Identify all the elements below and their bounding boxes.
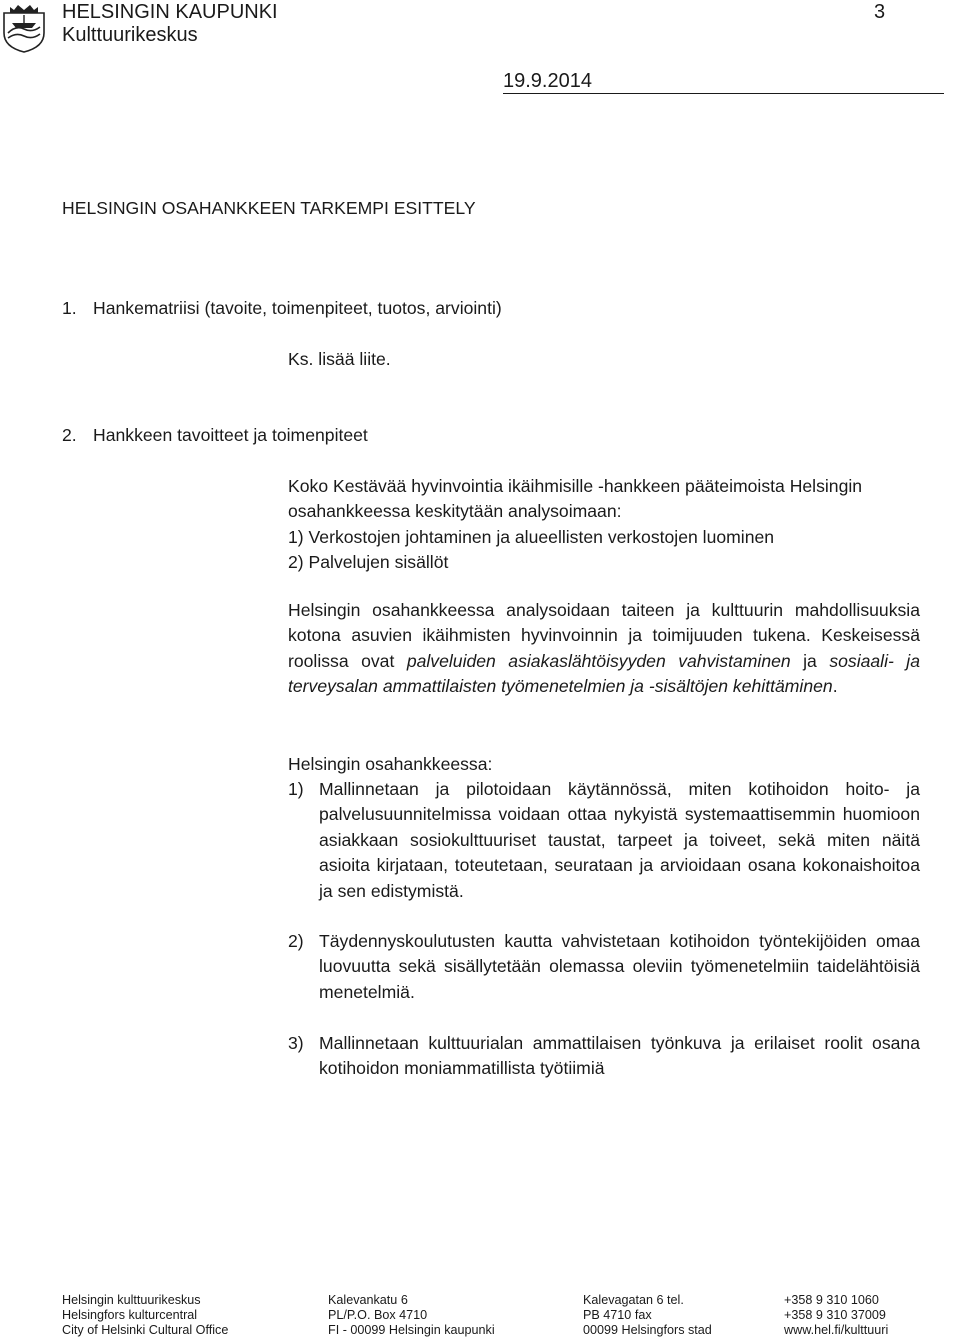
list-item-number: 1): [288, 779, 304, 799]
document-date: 19.9.2014: [503, 70, 592, 92]
section-2-number: 2.: [62, 425, 77, 445]
intro-line: Koko Kestävää hyvinvointia ikäihmisille -hankkeen pääteimoista Helsingin: [288, 476, 863, 496]
footer-address: FI - 00099 Helsingin kaupunki: [328, 1323, 495, 1337]
list-item-text: Täydennyskoulutusten kautta vahvistetaan kotihoidon työntekijöiden omaa luovuutta sekä sisällytetään olemassa oleviin työmenetelmiin taidelähtöisiä menetelmiä.: [319, 931, 920, 1002]
list-item-number: 3): [288, 1033, 304, 1053]
document-title: HELSINGIN OSAHANKKEEN TARKEMPI ESITTELY: [62, 198, 476, 218]
section-1-heading: [62, 296, 502, 321]
page-footer: [62, 1293, 942, 1338]
intro-line: 1) Verkostojen johtaminen ja alueellisten verkostojen luominen: [288, 526, 775, 547]
analysis-emphasis-1: palveluiden asiakaslähtöisyyden vahvistaminen: [406, 650, 791, 671]
intro-paragraph: [288, 474, 920, 576]
footer-website-link[interactable]: www.hel.fi/kulttuuri: [784, 1323, 889, 1337]
analysis-emphasis-2: sosiaali- ja terveysalan ammattilaisten työmenetelmien ja -sisältöjen kehittäminen: [288, 650, 921, 697]
footer-org-name: Helsingfors kulturcentral: [62, 1308, 198, 1322]
footer-org-name: City of Helsinki Cultural Office: [62, 1323, 229, 1337]
helsinki-coat-of-arms-logo: [2, 3, 46, 53]
list-item-text: Mallinnetaan kulttuurialan ammattilaisen työnkuva ja erilaiset roolit osana kotihoidon moniammatillista työtiimiä: [319, 1033, 920, 1079]
section-2-heading: [62, 423, 368, 448]
section-1-title: Hankematriisi (tavoite, toimenpiteet, tuotos, arviointi): [93, 298, 502, 318]
analysis-paragraph: [288, 598, 920, 700]
intro-line: 2) Palvelujen sisällöt: [288, 552, 449, 573]
footer-address-sv: PB 4710 fax: [583, 1308, 652, 1322]
page-number: 3: [874, 1, 886, 23]
subproject-intro: Helsingin osahankkeessa:: [288, 754, 493, 774]
analysis-text-start: Helsingin osahankkeessa analysoidaan taiteen ja kulttuurin mahdollisuuksia kotona asuvien ikäihmisten hyvinvoinnin ja toimijuuden tukena. Keskeisessä roolissa ovat: [288, 600, 920, 671]
analysis-text-mid: ja: [790, 650, 830, 671]
intro-line: osahankkeessa keskitytään analysoimaan:: [288, 501, 622, 522]
section-1-number: 1.: [62, 298, 77, 318]
see-attachment-note: Ks. lisää liite.: [288, 349, 391, 369]
list-item: [288, 929, 920, 1005]
footer-row: [62, 1308, 942, 1323]
list-item: [288, 1031, 920, 1082]
footer-contact: +358 9 310 1060: [784, 1293, 879, 1307]
list-item-text: Mallinnetaan ja pilotoidaan käytännössä, miten kotihoidon hoito- ja palvelusuunnitelmissa voidaan ottaa nykyistä systemaattisemmin huomioon asiakkaan sosiokulttuuriset taustat, tarpeet ja toiveet, sekä miten näitä asioita kirjataan, toteutetaan, seurataan ja arvioidaan osana kokonaishoitoa ja sen edistymistä.: [319, 779, 920, 901]
analysis-text-end: .: [832, 676, 838, 697]
footer-contact: +358 9 310 37009: [784, 1308, 886, 1322]
header-divider: [503, 93, 944, 94]
footer-address-sv: Kalevagatan 6 tel.: [583, 1293, 684, 1307]
footer-org-name: Helsingin kulttuurikeskus: [62, 1293, 201, 1307]
footer-address-sv: 00099 Helsingfors stad: [583, 1323, 712, 1337]
footer-row: [62, 1293, 942, 1308]
list-item: [288, 777, 920, 904]
header-organization: HELSINGIN KAUPUNKI: [62, 1, 278, 23]
list-item-number: 2): [288, 931, 304, 951]
footer-address: Kalevankatu 6: [328, 1293, 408, 1307]
footer-address: PL/P.O. Box 4710: [328, 1308, 428, 1322]
header-department: Kulttuurikeskus: [62, 24, 198, 46]
section-2-title: Hankkeen tavoitteet ja toimenpiteet: [93, 425, 368, 445]
footer-row: [62, 1323, 942, 1338]
